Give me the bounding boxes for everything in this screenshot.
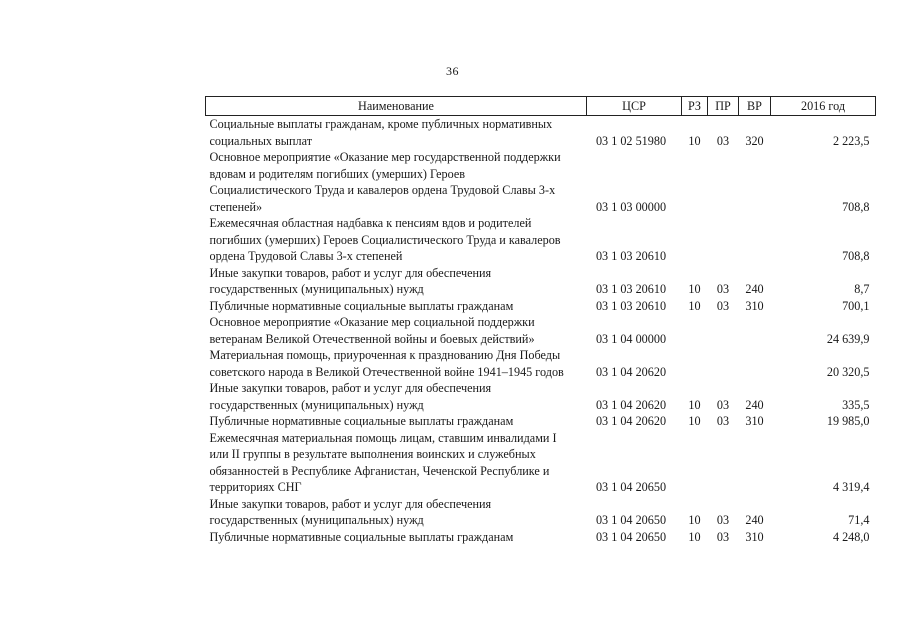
row-name-line: Социалистического Труда и кавалеров ордена Трудовой Славы 3-х bbox=[209, 183, 556, 197]
row-amount: 708,8 bbox=[842, 249, 870, 263]
row-name bbox=[206, 149, 587, 215]
row-name bbox=[206, 529, 587, 546]
header-year: 2016 год bbox=[771, 97, 876, 116]
budget-table bbox=[205, 96, 876, 545]
row-vr bbox=[739, 149, 771, 215]
row-name-line: Публичные нормативные социальные выплаты гражданам bbox=[209, 414, 514, 428]
row-name-line: государственных (муниципальных) нужд bbox=[209, 282, 424, 296]
row-vr: 310 bbox=[745, 298, 764, 313]
row-csr: 03 1 02 51980 bbox=[595, 133, 667, 148]
header-name: Наименование bbox=[206, 97, 587, 116]
table-row bbox=[206, 215, 876, 265]
row-name-line: территориях СНГ bbox=[209, 480, 302, 494]
row-name bbox=[206, 380, 587, 413]
row-rz bbox=[682, 347, 708, 380]
row-rz bbox=[682, 149, 708, 215]
table-row bbox=[206, 298, 876, 315]
table-row bbox=[206, 529, 876, 546]
row-csr: 03 1 04 00000 bbox=[595, 331, 667, 346]
row-csr: 03 1 03 20610 bbox=[595, 249, 667, 263]
row-amount: 24 639,9 bbox=[826, 331, 870, 346]
row-vr: 240 bbox=[745, 513, 764, 527]
row-name-line: ордена Трудовой Славы 3-х степеней bbox=[209, 249, 403, 263]
table-row bbox=[206, 314, 876, 347]
row-rz: 10 bbox=[688, 133, 701, 148]
table-header bbox=[206, 97, 876, 116]
row-name-line: советского народа в Великой Отечественной войне 1941–1945 годов bbox=[209, 364, 564, 379]
row-pr bbox=[708, 430, 739, 496]
row-name-line: Ежемесячная материальная помощь лицам, ставшим инвалидами I bbox=[209, 430, 557, 445]
row-name-line: или II группы в результате выполнения воинских и служебных bbox=[209, 447, 536, 461]
table-row bbox=[206, 347, 876, 380]
row-amount: 19 985,0 bbox=[826, 414, 870, 428]
row-amount: 20 320,5 bbox=[826, 364, 870, 379]
page-number: 36 bbox=[446, 64, 459, 78]
row-name-line: Иные закупки товаров, работ и услуг для обеспечения bbox=[209, 265, 492, 280]
row-name bbox=[206, 298, 587, 315]
row-csr: 03 1 04 20650 bbox=[595, 513, 667, 527]
row-vr: 320 bbox=[745, 133, 764, 148]
row-name-line: Публичные нормативные социальные выплаты гражданам bbox=[209, 298, 514, 313]
row-rz: 10 bbox=[688, 529, 701, 544]
row-pr bbox=[708, 215, 739, 265]
row-name-line: Материальная помощь, приуроченная к празднованию Дня Победы bbox=[209, 348, 561, 362]
row-name-line: ветеранам Великой Отечественной войны и боевых действий» bbox=[209, 331, 535, 346]
row-vr bbox=[739, 215, 771, 265]
row-vr: 240 bbox=[745, 397, 764, 412]
budget-table-container bbox=[205, 96, 875, 545]
row-name-line: Иные закупки товаров, работ и услуг для обеспечения bbox=[209, 496, 492, 511]
row-pr bbox=[708, 314, 739, 347]
row-csr: 03 1 03 20610 bbox=[595, 298, 667, 313]
row-pr: 03 bbox=[716, 133, 730, 148]
row-rz: 10 bbox=[688, 298, 701, 313]
row-amount: 700,1 bbox=[842, 298, 870, 313]
row-amount: 8,7 bbox=[854, 282, 870, 296]
table-row bbox=[206, 413, 876, 430]
row-pr bbox=[708, 149, 739, 215]
row-pr: 03 bbox=[716, 298, 730, 313]
row-name bbox=[206, 413, 587, 430]
row-pr: 03 bbox=[716, 414, 730, 428]
row-name bbox=[206, 314, 587, 347]
row-vr bbox=[739, 430, 771, 496]
row-csr: 03 1 04 20650 bbox=[595, 529, 667, 544]
row-pr: 03 bbox=[716, 529, 730, 544]
row-name-line: степеней» bbox=[209, 199, 263, 214]
row-amount: 2 223,5 bbox=[832, 133, 870, 148]
row-name-line: социальных выплат bbox=[209, 133, 313, 148]
row-pr: 03 bbox=[716, 513, 730, 527]
row-amount: 708,8 bbox=[842, 199, 870, 214]
row-csr: 03 1 04 20650 bbox=[595, 480, 667, 494]
row-name bbox=[206, 496, 587, 529]
row-name-line: Основное мероприятие «Оказание мер социальной поддержки bbox=[209, 315, 535, 329]
row-rz bbox=[682, 314, 708, 347]
row-csr: 03 1 04 20620 bbox=[595, 414, 667, 428]
table-row bbox=[206, 496, 876, 529]
row-name bbox=[206, 347, 587, 380]
header-pr: ПР bbox=[708, 97, 739, 116]
row-name bbox=[206, 215, 587, 265]
header-csr: ЦСР bbox=[587, 97, 682, 116]
row-vr bbox=[739, 314, 771, 347]
row-name-line: Социальные выплаты гражданам, кроме публичных нормативных bbox=[209, 117, 553, 131]
row-name-line: Ежемесячная областная надбавка к пенсиям вдов и родителей bbox=[209, 216, 532, 230]
row-amount: 4 319,4 bbox=[832, 480, 870, 494]
row-name-line: Основное мероприятие «Оказание мер государственной поддержки bbox=[209, 150, 561, 164]
row-amount: 335,5 bbox=[842, 397, 870, 412]
row-rz: 10 bbox=[688, 397, 701, 412]
row-rz bbox=[682, 430, 708, 496]
header-row bbox=[206, 97, 876, 116]
row-name-line: государственных (муниципальных) нужд bbox=[209, 513, 424, 527]
row-pr: 03 bbox=[716, 397, 730, 412]
table-body bbox=[206, 116, 876, 546]
row-pr bbox=[708, 347, 739, 380]
row-name-line: погибших (умерших) Героев Социалистического Труда и кавалеров bbox=[209, 232, 561, 247]
row-vr bbox=[739, 347, 771, 380]
row-vr: 310 bbox=[745, 414, 764, 428]
table-row bbox=[206, 265, 876, 298]
row-name bbox=[206, 116, 587, 150]
row-name-line: вдовам и родителям погибших (умерших) Героев bbox=[209, 166, 466, 181]
row-amount: 71,4 bbox=[848, 513, 870, 527]
row-name bbox=[206, 265, 587, 298]
row-name-line: Иные закупки товаров, работ и услуг для обеспечения bbox=[209, 381, 492, 395]
row-name-line: государственных (муниципальных) нужд bbox=[209, 397, 424, 412]
row-rz: 10 bbox=[688, 282, 701, 296]
row-csr: 03 1 03 00000 bbox=[595, 199, 667, 214]
table-row bbox=[206, 380, 876, 413]
table-row bbox=[206, 116, 876, 150]
row-amount: 4 248,0 bbox=[832, 529, 870, 544]
table-row bbox=[206, 430, 876, 496]
row-pr: 03 bbox=[716, 282, 730, 296]
row-csr: 03 1 04 20620 bbox=[595, 397, 667, 412]
row-rz bbox=[682, 215, 708, 265]
row-name-line: обязанностей в Республике Афганистан, Чеченской Республике и bbox=[209, 463, 550, 478]
row-vr: 240 bbox=[745, 282, 764, 296]
row-rz: 10 bbox=[688, 513, 701, 527]
row-name bbox=[206, 430, 587, 496]
header-vr: ВР bbox=[739, 97, 771, 116]
table-row bbox=[206, 149, 876, 215]
header-rz: РЗ bbox=[682, 97, 708, 116]
row-name-line: Публичные нормативные социальные выплаты гражданам bbox=[209, 529, 514, 544]
row-vr: 310 bbox=[745, 529, 764, 544]
row-rz: 10 bbox=[688, 414, 701, 428]
row-csr: 03 1 04 20620 bbox=[595, 364, 667, 379]
row-csr: 03 1 03 20610 bbox=[595, 282, 667, 296]
